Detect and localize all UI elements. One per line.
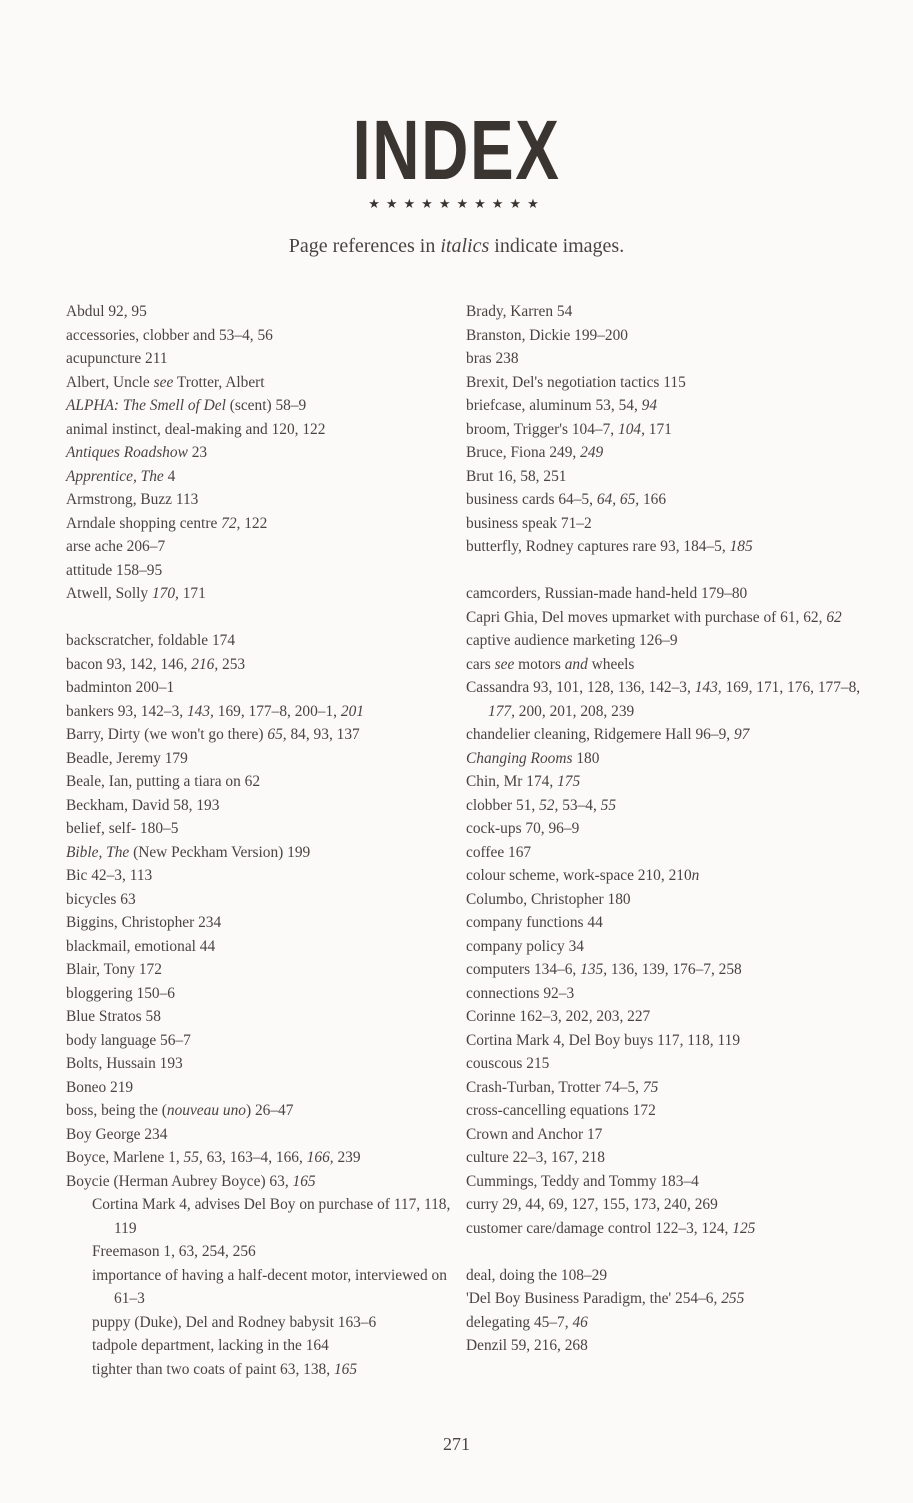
index-entry [466,958,886,982]
index-subentry [66,1358,456,1382]
index-entry [466,794,886,818]
entry-text: 84, 93, 137 [286,726,360,743]
entry-text: Bic 42–3, 113 [66,867,153,884]
index-entry [466,770,886,794]
entry-text: ) 26–47 [245,1102,294,1119]
star-rule: ★★★★★★★★★★ [368,197,545,212]
entry-text: Cortina Mark 4, Del Boy buys 117, 118, 119 [466,1031,741,1049]
index-entry [66,1170,456,1194]
entry-text: captive audience marketing 126–9 [466,632,678,649]
entry-italic-text: Changing Rooms [466,749,573,767]
entry-italic-text: 201 [340,702,364,720]
index-entry [66,1076,456,1100]
entry-italic-text: 185 [729,538,753,555]
entry-text: backscratcher, foldable 174 [66,632,236,649]
entry-text: Atwell, Solly [66,585,152,602]
index-entry [466,888,886,912]
index-entry [66,1052,456,1076]
index-entry [66,1029,456,1053]
index-entry [466,488,886,512]
index-note-text: Page references in [288,235,441,257]
index-entry [66,817,456,841]
entry-text: business cards 64–5, [466,491,597,508]
entry-text: Arndale shopping centre [66,514,222,532]
index-entry [66,864,456,888]
entry-text: 'Del Boy Business Paradigm, the' 254–6, [466,1290,722,1307]
index-entry [66,1123,456,1147]
entry-italic-text: 62 [826,608,842,626]
entry-text: Boy George 234 [66,1125,168,1143]
entry-text: 63, 163–4, 166, [202,1149,307,1166]
entry-italic-text: 72, [221,514,241,532]
index-entry [66,394,456,418]
index-entry [466,535,886,559]
entry-text: connections 92–3 [466,984,575,1002]
entry-text: business speak 71–2 [466,514,592,532]
index-entry [466,982,886,1006]
entry-italic-text: 65, [267,726,287,743]
entry-text: Beale, Ian, putting a tiara on 62 [66,773,261,790]
entry-italic-text: 143, [694,679,722,696]
entry-italic-text: 125 [732,1219,756,1237]
entry-italic-text: 216, [191,655,219,673]
index-entry [66,747,456,771]
letter-gap [66,606,456,630]
entry-text: delegating 45–7, [466,1313,573,1331]
index-entry [466,465,886,489]
index-entry [466,1076,886,1100]
entry-text: animal instinct, deal-making and 120, 122 [66,420,326,438]
index-entry [466,1264,886,1288]
entry-italic-text: 94 [641,397,658,414]
index-entry [466,300,886,324]
entry-text: Biggins, Christopher 234 [66,914,222,931]
index-entry [466,1334,886,1358]
index-subentry [66,1193,456,1240]
entry-text: company policy 34 [466,937,584,955]
entry-text: Brut 16, 58, 251 [466,467,567,485]
entry-italic-text: 55 [600,796,617,814]
index-note [0,233,913,259]
index-entry [66,1146,456,1170]
entry-text: cars [466,655,495,673]
entry-text: Blair, Tony 172 [66,961,162,978]
entry-text: arse ache 206–7 [66,538,166,555]
entry-text: Brexit, Del's negotiation tactics 115 [466,373,686,391]
entry-text: butterfly, Rodney captures rare 93, 184–5, [466,538,730,555]
entry-italic-text: 249 [580,444,604,461]
entry-text: Denzil 59, 216, 268 [466,1337,588,1354]
entry-text: couscous 215 [466,1055,550,1072]
entry-text: acupuncture 211 [66,350,168,367]
entry-text: 53–4, [558,796,601,814]
index-entry [66,770,456,794]
entry-text: cock-ups 70, 96–9 [466,820,580,837]
entry-text: curry 29, 44, 69, 127, 155, 173, 240, 269 [466,1196,718,1213]
entry-text: bacon 93, 142, 146, [66,655,192,673]
entry-text: Crash-Turban, Trotter 74–5, [466,1078,643,1096]
index-entry [466,935,886,959]
index-entry [66,723,456,747]
index-entry [66,324,456,348]
entry-text: computers 134–6, [466,961,581,978]
entry-italic-text: 177, [488,702,515,720]
entry-text: briefcase, aluminum 53, 54, [466,397,642,414]
entry-text: Corinne 162–3, 202, 203, 227 [466,1008,651,1025]
index-column-right [466,300,886,1358]
entry-text: bicycles 63 [66,890,136,908]
index-note-text-end: indicate images. [489,235,625,257]
index-entry [466,817,886,841]
entry-text: Cortina Mark 4, advises Del Boy on purchase of 117, 118, 119 [92,1196,451,1237]
entry-italic-text: 166, [306,1149,334,1166]
entry-italic-text: 104, [618,420,645,438]
entry-italic-text: nouveau uno [166,1102,246,1119]
entry-italic-text: 175 [557,773,581,790]
entry-text: Brady, Karren 54 [466,303,573,320]
index-entry [66,441,456,465]
index-entry [466,1052,886,1076]
index-entry [466,582,886,606]
index-entry [66,935,456,959]
index-entry [66,700,456,724]
entry-text: tighter than two coats of paint 63, 138, [92,1360,334,1378]
index-entry [466,1029,886,1053]
index-entry [466,629,886,653]
entry-text: company functions 44 [466,914,603,931]
entry-text: bras 238 [466,350,519,367]
entry-text: broom, Trigger's 104–7, [466,420,618,438]
entry-text: cross-cancelling equations 172 [466,1102,656,1119]
index-entry [466,653,886,677]
entry-text: 169, 171, 176, 177–8, [721,679,861,696]
entry-text: 122 [240,514,268,532]
entry-text: 200, 201, 208, 239 [514,702,635,720]
entry-italic-text: 75 [642,1078,659,1096]
entry-text: 180 [572,749,600,767]
page-title: INDEX [352,103,561,197]
entry-italic-text: 55, [183,1149,203,1166]
index-entry [66,488,456,512]
index-note-italic: italics [440,235,490,257]
index-entry [66,1005,456,1029]
entry-text: Bolts, Hussain 193 [66,1055,183,1072]
index-entry [66,1099,456,1123]
entry-italic-text: and [564,655,588,673]
entry-text: motors [514,655,565,673]
entry-italic-text: Bible, The [66,843,130,861]
entry-text: colour scheme, work-space 210, 210 [466,867,692,884]
entry-italic-text: 52, [539,796,559,814]
entry-text: bloggering 150–6 [66,984,176,1002]
entry-italic-text: 143, [186,702,214,720]
entry-text: Crown and Anchor 17 [466,1125,603,1143]
index-entry [66,347,456,371]
index-entry [66,794,456,818]
index-entry [66,841,456,865]
entry-text: Freemason 1, 63, 254, 256 [92,1243,256,1260]
entry-text: puppy (Duke), Del and Rodney babysit 163–6 [92,1313,377,1331]
index-subentry [66,1311,456,1335]
entry-italic-text: 165 [292,1172,316,1190]
index-entry [466,512,886,536]
entry-text: 239 [333,1149,361,1166]
index-entry [66,559,456,583]
entry-text: coffee 167 [466,843,532,861]
index-entry [466,418,886,442]
entry-text: customer care/damage control 122–3, 124, [466,1219,733,1237]
index-entry [466,676,886,723]
letter-gap [466,1240,886,1264]
entry-text: 169, 177–8, 200–1, [213,702,341,720]
entry-text: 171 [644,420,672,438]
index-entry [466,864,886,888]
entry-text: wheels [587,655,635,673]
entry-italic-text: see [494,655,515,673]
entry-text: 4 [163,467,176,485]
entry-italic-text: Apprentice, The [66,467,164,485]
entry-text: Cummings, Teddy and Tommy 183–4 [466,1172,699,1190]
index-entry [466,1287,886,1311]
index-subentry [66,1264,456,1311]
index-entry [466,1170,886,1194]
entry-text: Armstrong, Buzz 113 [66,491,199,508]
entry-text: accessories, clobber and 53–4, 56 [66,326,273,344]
entry-text: bankers 93, 142–3, [66,702,187,720]
entry-text: badminton 200–1 [66,679,175,696]
entry-italic-text: ALPHA: The Smell of Del [66,397,226,414]
index-entry [466,371,886,395]
entry-text: Albert, Uncle [66,373,154,391]
entry-text: Boneo 219 [66,1078,134,1096]
entry-text: Trotter, Albert [173,373,265,391]
index-entry [66,582,456,606]
entry-text: importance of having a half-decent motor, interviewed on 61–3 [92,1266,447,1307]
entry-text: attitude 158–95 [66,561,163,579]
entry-text: Boyce, Marlene 1, [66,1149,184,1166]
entry-text: 136, 139, 176–7, 258 [607,961,742,978]
entry-text: clobber 51, [466,796,540,814]
index-entry [466,347,886,371]
entry-text: body language 56–7 [66,1031,191,1049]
index-entry [66,535,456,559]
entry-text: Beadle, Jeremy 179 [66,749,188,767]
entry-text: Columbo, Christopher 180 [466,890,631,908]
entry-text: 253 [218,655,246,673]
index-subentry [66,1334,456,1358]
index-entry [466,1217,886,1241]
entry-text: belief, self- 180–5 [66,820,179,837]
index-entry [66,676,456,700]
entry-text: 166 [639,491,667,508]
index-entry [466,1311,886,1335]
index-entry [66,371,456,395]
letter-gap [466,559,886,583]
entry-text: (New Peckham Version) 199 [129,843,311,861]
index-entry [466,1146,886,1170]
entry-text: Abdul 92, 95 [66,303,147,320]
entry-italic-text: 97 [733,726,750,743]
page-number: 271 [443,1434,470,1454]
index-entry [66,418,456,442]
entry-text: Beckham, David 58, 193 [66,796,220,814]
index-entry [466,911,886,935]
index-entry [466,1123,886,1147]
entry-text: Chin, Mr 174, [466,773,558,790]
entry-text: culture 22–3, 167, 218 [466,1149,605,1166]
index-entry [466,606,886,630]
entry-text: blackmail, emotional 44 [66,937,216,955]
index-entry [66,911,456,935]
index-entry [66,888,456,912]
entry-text: Branston, Dickie 199–200 [466,326,629,344]
index-entry [66,512,456,536]
index-entry [66,982,456,1006]
index-entry [466,324,886,348]
index-entry [66,465,456,489]
index-entry [66,629,456,653]
index-entry [466,441,886,465]
entry-text: 23 [187,444,208,461]
entry-text: Bruce, Fiona 249, [466,444,581,461]
entry-italic-text: see [153,373,174,391]
index-entry [66,958,456,982]
index-entry [466,841,886,865]
entry-text: Barry, Dirty (we won't go there) [66,726,268,743]
index-entry [466,723,886,747]
index-entry [66,300,456,324]
entry-text: Boycie (Herman Aubrey Boyce) 63, [66,1172,293,1190]
entry-italic-text: 135, [580,961,608,978]
index-entry [66,653,456,677]
entry-italic-text: 64, 65, [596,491,640,508]
entry-text: chandelier cleaning, Ridgemere Hall 96–9, [466,726,734,743]
entry-text: Blue Stratos 58 [66,1008,161,1025]
index-entry [466,394,886,418]
entry-italic-text: 46 [572,1313,588,1331]
entry-italic-text: Antiques Roadshow [66,444,188,461]
entry-text: (scent) 58–9 [225,397,307,414]
entry-text: 171 [178,585,206,602]
index-entry [466,747,886,771]
entry-text: tadpole department, lacking in the 164 [92,1337,329,1354]
entry-text: deal, doing the 108–29 [466,1266,608,1284]
index-entry [466,1005,886,1029]
entry-text: boss, being the ( [66,1102,167,1119]
index-entry [466,1099,886,1123]
entry-text: Capri Ghia, Del moves upmarket with purchase of 61, 62, [466,608,827,626]
index-entry [466,1193,886,1217]
entry-italic-text: 165 [333,1360,358,1378]
entry-italic-text: 170, [151,585,179,602]
index-column-left [66,300,456,1381]
entry-text: camcorders, Russian-made hand-held 179–80 [466,585,748,602]
entry-italic-text: 255 [721,1290,745,1307]
entry-italic-text: n [691,867,700,884]
index-subentry [66,1240,456,1264]
entry-text: Cassandra 93, 101, 128, 136, 142–3, [466,679,695,696]
